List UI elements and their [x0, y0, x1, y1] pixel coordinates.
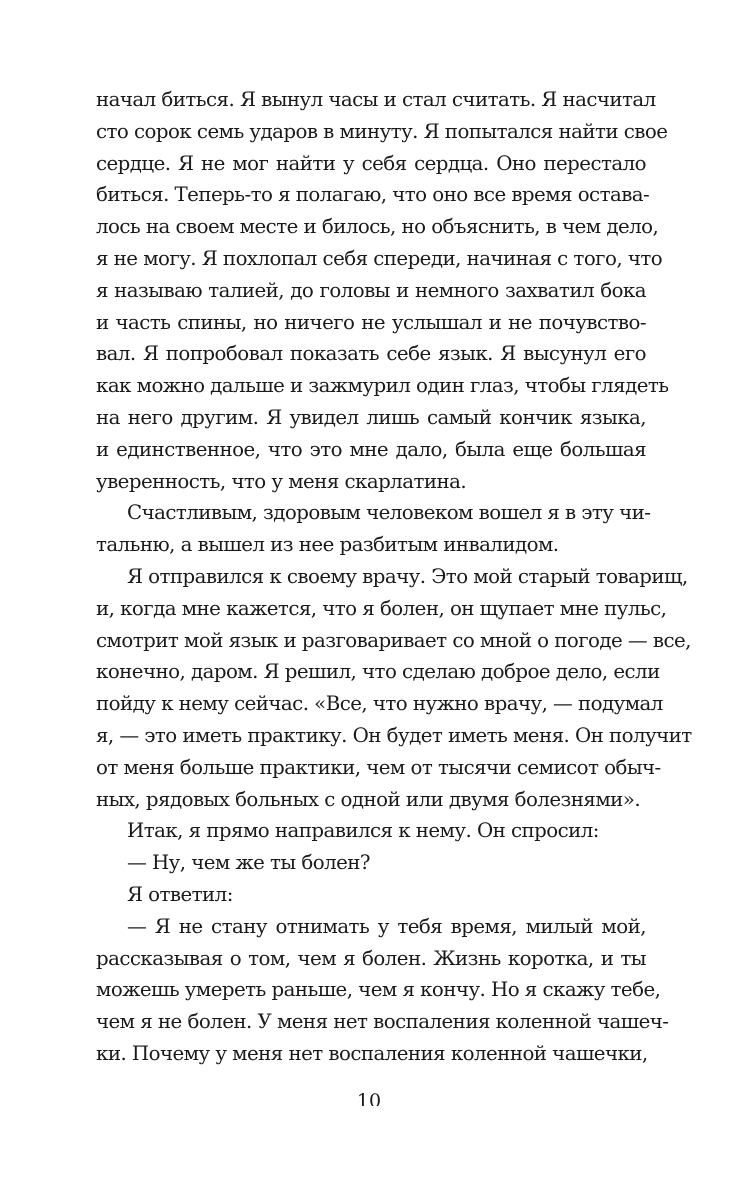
body-text: [96, 84, 692, 1070]
text-line: — Я не стану отнимать у тебя время, милый мой,: [127, 914, 646, 938]
text-line: ных, рядовых больных с одной или двумя болезнями».: [96, 787, 641, 811]
text-line: Итак, я прямо направился к нему. Он спросил:: [127, 819, 599, 843]
text-line: и часть спины, но ничего не услышал и не почувство-: [96, 310, 646, 334]
text-line: можешь умереть раньше, чем я кончу. Но я скажу тебе,: [96, 978, 661, 1002]
text-line: от меня больше практики, чем от тысячи семисот обыч-: [96, 755, 661, 779]
text-line: и единственное, что это мне дало, была еще большая: [96, 437, 646, 461]
text-line: и, когда мне кажется, что я болен, он щупает мне пульс,: [96, 596, 667, 620]
page-number: 10: [356, 1090, 382, 1106]
text-line: Я ответил:: [127, 882, 233, 906]
text-line: — Ну, чем же ты болен?: [127, 851, 370, 875]
text-line: конечно, даром. Я решил, что сделаю доброе дело, если: [96, 660, 660, 684]
text-line: лось на своем месте и билось, но объяснить, в чем дело,: [96, 215, 659, 239]
text-line: Я отправился к своему врачу. Это мой старый товарищ,: [127, 564, 688, 588]
text-line: сто сорок семь ударов в минуту. Я попытался найти свое: [96, 119, 668, 143]
text-line: я называю талией, до головы и немного захватил бока: [96, 278, 646, 302]
text-line: биться. Теперь-то я полагаю, что оно все время остава-: [96, 183, 650, 207]
text-line: Счастливым, здоровым человеком вошел я в эту чи-: [127, 501, 651, 525]
text-line: вал. Я попробовал показать себе язык. Я высунул его: [96, 342, 646, 366]
text-line: сердце. Я не мог найти у себя сердца. Оно перестало: [96, 151, 646, 175]
text-line: как можно дальше и зажмурил один глаз, чтобы глядеть: [96, 374, 669, 398]
text-line: на него другим. Я увидел лишь самый кончик языка,: [96, 405, 646, 429]
text-line: я, — это иметь практику. Он будет иметь меня. Он получит: [96, 723, 692, 747]
text-line: начал биться. Я вынул часы и стал считать. Я насчитал: [96, 88, 656, 111]
text-line: уверенность, что у меня скарлатина.: [96, 469, 467, 493]
text-line: смотрит мой язык и разговаривает со мной о погоде — все,: [96, 628, 691, 652]
text-line: ки. Почему у меня нет воспаления коленной чашечки,: [96, 1041, 648, 1065]
text-line: пойду к нему сейчас. «Все, что нужно врачу, — подумал: [96, 692, 663, 716]
text-line: чем я не болен. У меня нет воспаления коленной чашеч-: [96, 1010, 669, 1034]
text-line: я не могу. Я похлопал себя спереди, начиная с того, что: [96, 246, 663, 270]
text-line: рассказывая о том, чем я болен. Жизнь коротка, и ты: [96, 946, 646, 970]
text-line: тальню, а вышел из нее разбитым инвалидом.: [96, 533, 559, 557]
